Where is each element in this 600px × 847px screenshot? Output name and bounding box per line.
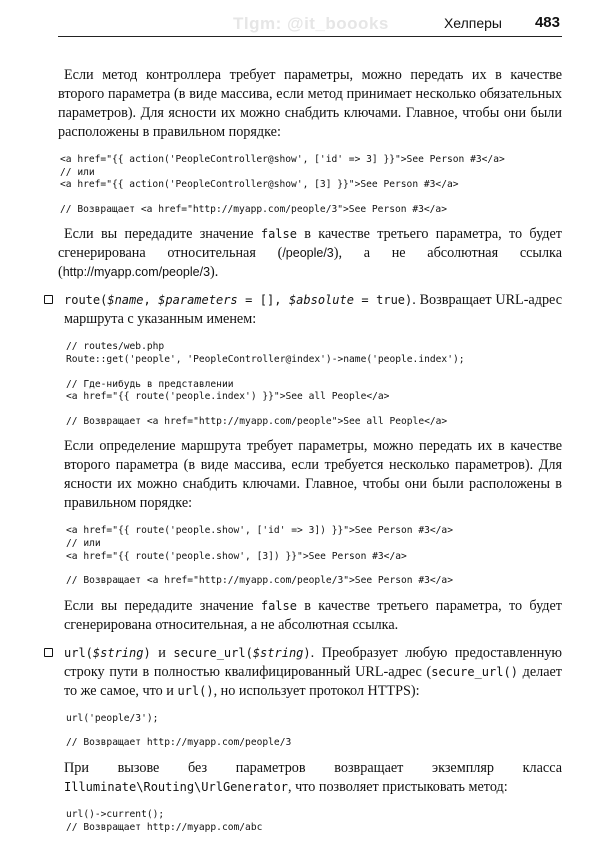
code-url-call: url('people/3'); — [66, 712, 159, 724]
code-route-definition: // routes/web.php Route::get('people', 'PeopleController@index')->name('people.index'); — [66, 341, 465, 365]
bullet-route-text: route($name, $parameters = [], $absolute = true). Возвращает URL-адрес маршрута с указанным именем: — [64, 292, 562, 328]
code-action-example: <a href="{{ action('PeopleController@show', ['id' => 3] }}">See Person #3</a> // или <a href="{{ action('PeopleController@show', [3] }}">See Person #3</a> — [60, 154, 505, 191]
bullet-url — [58, 644, 562, 834]
running-title: Хелперы — [443, 15, 502, 31]
page-number: 483 — [534, 14, 560, 31]
code-action-result: // Возвращает <a href="http://myapp.com/people/3">See Person #3</a> — [60, 203, 447, 215]
code-route-view: // Где-нибудь в представлении <a href="{{ route('people.index') }}">See all People</a> — [66, 378, 390, 403]
watermark: Tlgm: @it_boooks — [233, 14, 389, 33]
code-route-show: <a href="{{ route('people.show', ['id' => 3]) }}">See Person #3</a> // или <a href="{{ route('people.show', [3]) }}">See Person #3</a> — [66, 525, 453, 562]
page-content — [58, 66, 562, 834]
paragraph-url-generator: При вызове без параметров возвращает экземпляр класса Illuminate\Routing\UrlGenerator, что позволяет пристыковать метод: — [64, 759, 562, 795]
page-header — [58, 12, 562, 37]
paragraph-relative-link: Если вы передадите значение false в качестве третьего параметра, то будет сгенерирована относительная (/people/3), а не абсолютная ссылка (http://myapp.com/people/3). — [58, 226, 562, 281]
code-route-show-result: // Возвращает <a href="http://myapp.com/people/3">See Person #3</a> — [66, 575, 453, 587]
bullet-url-text: url($string) и secure_url($string). Преобразует любую предоставленную строку пути в полностью квалифицированный URL-адрес (secure_url() делает то же самое, что и url(), но использует протокол HTTPS): — [64, 644, 563, 699]
code-route-result: // Возвращает <a href="http://myapp.com/people">See all People</a> — [66, 415, 448, 427]
paragraph-action-params: Если метод контроллера требует параметры, можно передать их в качестве второго параметра (в виде массива, если метод принимает несколько обязательных параметров). Для ясности их можно снабдить ключами. Главное, чтобы они были расположены в правильном порядке: — [58, 67, 562, 140]
code-url-result: // Возвращает http://myapp.com/people/3 — [66, 737, 292, 749]
code-url-current: url()->current(); // Возвращает http://myapp.com/abc — [66, 808, 263, 833]
paragraph-route-params: Если определение маршрута требует параметры, можно передать их в качестве второго параметра (в виде массива, если требуется несколько параметров). Для ясности их можно снабдить ключами. Главное, чтобы они были расположены в правильном порядке: — [64, 438, 562, 512]
checkbox-bullet-icon — [44, 648, 53, 657]
bullet-route — [58, 291, 562, 634]
paragraph-route-relative: Если вы передадите значение false в качестве третьего параметра, то будет сгенерирована относительная, а не абсолютная ссылка. — [64, 597, 562, 633]
checkbox-bullet-icon — [44, 295, 53, 304]
